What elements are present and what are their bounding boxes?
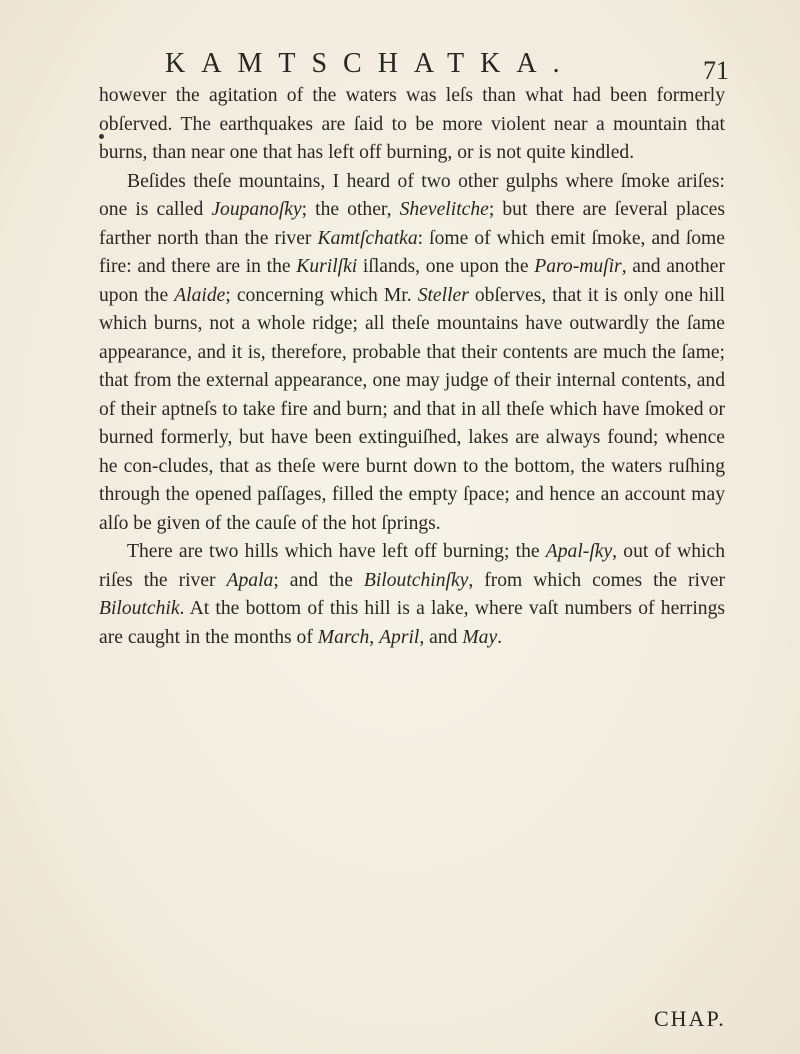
text-run: , and another upon the xyxy=(99,256,725,306)
paragraph xyxy=(99,168,725,539)
italic-text: April xyxy=(379,626,420,648)
text-run: ; and the xyxy=(273,569,364,591)
text-run: Beſides theſe mountains, I heard of two other gulphs where ſmoke ariſes: one is called xyxy=(99,170,725,220)
text-run: ; concerning which Mr. xyxy=(225,284,418,306)
italic-text: March xyxy=(317,626,370,648)
text-run: , xyxy=(369,626,380,648)
text-run: , from which comes the river xyxy=(468,569,725,591)
italic-text: May xyxy=(462,626,498,648)
text-run: however the agitation of the waters was leſs than what had been formerly obſerved. The earthquakes are ſaid to be more violent near a mountain that burns, than near one that has left off burning, or is not quite kindled. xyxy=(99,85,725,163)
italic-text: Paro-muſir xyxy=(534,256,622,277)
paragraph xyxy=(99,82,725,168)
italic-text: Shevelitche xyxy=(399,199,489,220)
italic-text: Biloutchinſky xyxy=(363,569,469,591)
paragraph xyxy=(99,538,725,652)
page-number: 71 xyxy=(703,56,729,85)
italic-text: Kamtſchatka xyxy=(317,227,418,249)
text-run: , and xyxy=(419,626,463,648)
italic-text: Biloutchik xyxy=(99,598,180,619)
text-run: . xyxy=(497,626,503,648)
text-run: . At the bottom of this hill is a lake, where vaſt numbers of herrings are caught in the months of xyxy=(99,598,725,648)
text-run: ; but there are ſeveral places farther north than the river xyxy=(99,199,725,249)
text-run: ; the other, xyxy=(301,199,400,220)
catchword: CHAP. xyxy=(654,1006,726,1031)
running-title: KAMTSCHATKA. xyxy=(165,48,576,79)
body-text xyxy=(99,82,725,652)
italic-text: Joupanoſky xyxy=(211,199,302,220)
italic-text: Alaide xyxy=(174,284,226,306)
text-run: , out of which riſes the river xyxy=(99,541,725,591)
italic-text: Apal-ſky xyxy=(545,541,613,562)
text-run: obſerves, that it is only one hill which burns, not a whole ridge; all theſe mountains have outwardly the ſame appearance, and it is, therefore, probable that their contents are much the ſame; that from the external appearance, one may judge of their internal contents, and of their aptneſs to take fire and burn; and that in all theſe which have ſmoked or burned formerly, but have been extinguiſhed, lakes are always found; whence he con-cludes, that as theſe were burnt down to the bottom, the waters ruſhing through the opened paſſages, filled the empty ſpace; and hence an account may alſo be given of the cauſe of the hot ſprings. xyxy=(99,284,726,534)
text-run: : ſome of which emit ſmoke, and ſome fire: and there are in the xyxy=(99,227,725,277)
text-run: iſlands, one upon the xyxy=(357,256,535,277)
text-run: There are two hills which have left off burning; the xyxy=(127,541,546,562)
italic-text: Apala xyxy=(226,569,274,591)
italic-text: Steller xyxy=(417,284,469,306)
italic-text: Kurilſki xyxy=(296,256,358,277)
